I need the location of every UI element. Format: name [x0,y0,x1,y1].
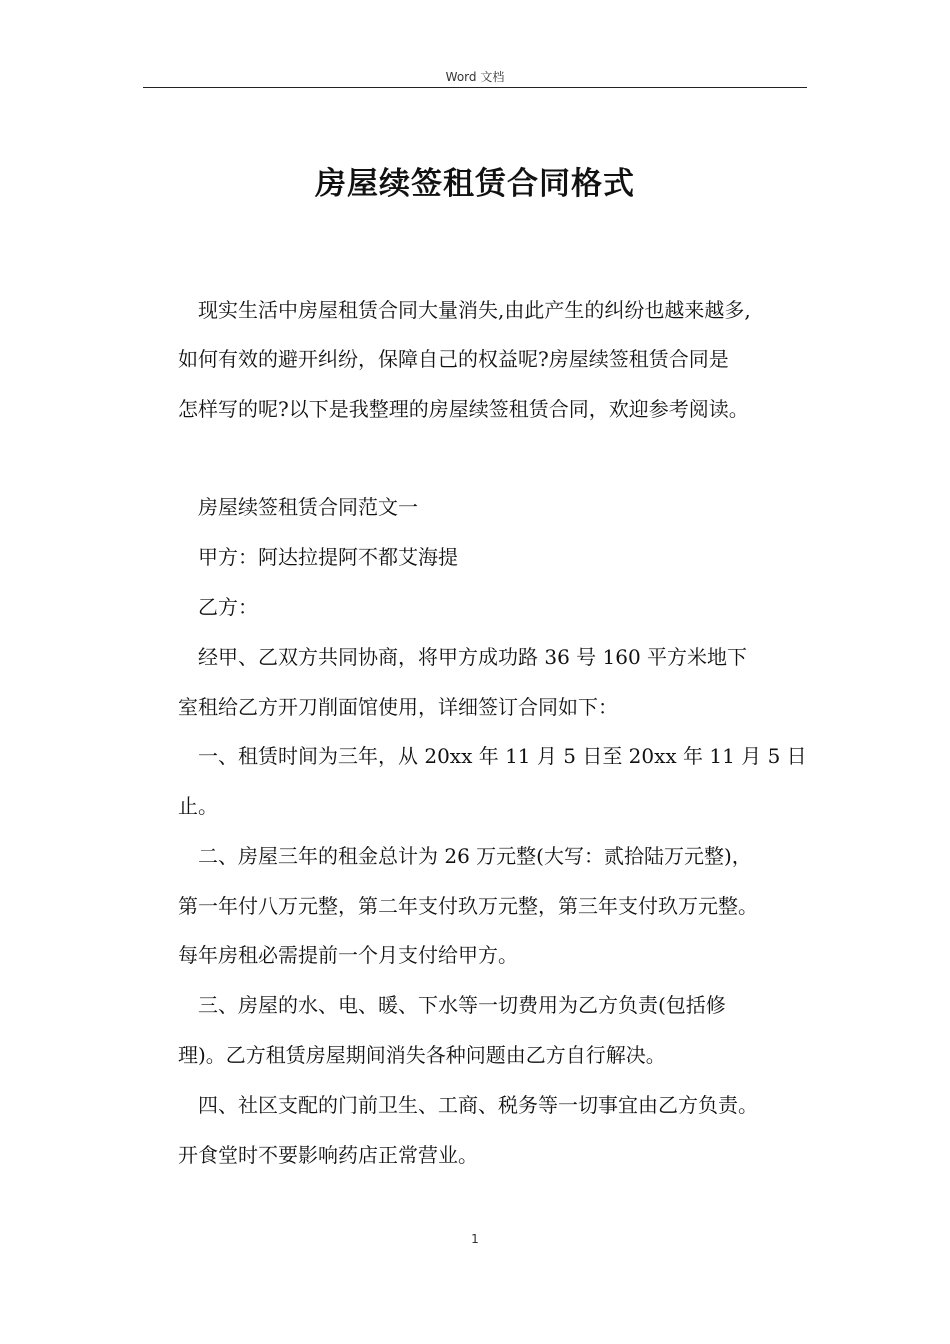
body-line: 怎样写的呢?以下是我整理的房屋续签租赁合同，欢迎参考阅读。 [178,397,749,421]
party-a-line: 甲方：阿达拉提阿不都艾海提 [198,545,458,569]
clause-line: 止。 [178,794,218,818]
body-line: 现实生活中房屋租赁合同大量消失,由此产生的纠纷也越来越多, [198,298,751,322]
section-heading: 房屋续签租赁合同范文一 [198,495,418,519]
clause-line: 一、租赁时间为三年，从 20xx 年 11 月 5 日至 20xx 年 11 月 5 日 [198,744,807,768]
clause-line: 开食堂时不要影响药店正常营业。 [178,1143,478,1167]
clause-line: 三、房屋的水、电、暖、下水等一切费用为乙方负责(包括修 [198,993,726,1017]
party-b-line: 乙方： [198,595,258,619]
clause-line: 每年房租必需提前一个月支付给甲方。 [178,943,518,967]
clause-line: 四、社区支配的门前卫生、工商、税务等一切事宜由乙方负责。 [198,1093,758,1117]
page-number: 1 [471,1232,479,1246]
clause-line: 理)。乙方租赁房屋期间消失各种问题由乙方自行解决。 [178,1043,666,1067]
header-divider [143,87,807,88]
document-title: 房屋续签租赁合同格式 [315,166,635,202]
body-line: 经甲、乙双方共同协商，将甲方成功路 36 号 160 平方米地下 [198,645,748,669]
clause-line: 二、房屋三年的租金总计为 26 万元整(大写：贰拾陆万元整)， [198,844,752,868]
body-line: 如何有效的避开纠纷，保障自己的权益呢?房屋续签租赁合同是 [178,347,729,371]
clause-line: 第一年付八万元整，第二年支付玖万元整，第三年支付玖万元整。 [178,894,758,918]
body-line: 室租给乙方开刀削面馆使用，详细签订合同如下： [178,695,618,719]
header-label: Word 文档 [445,70,505,84]
